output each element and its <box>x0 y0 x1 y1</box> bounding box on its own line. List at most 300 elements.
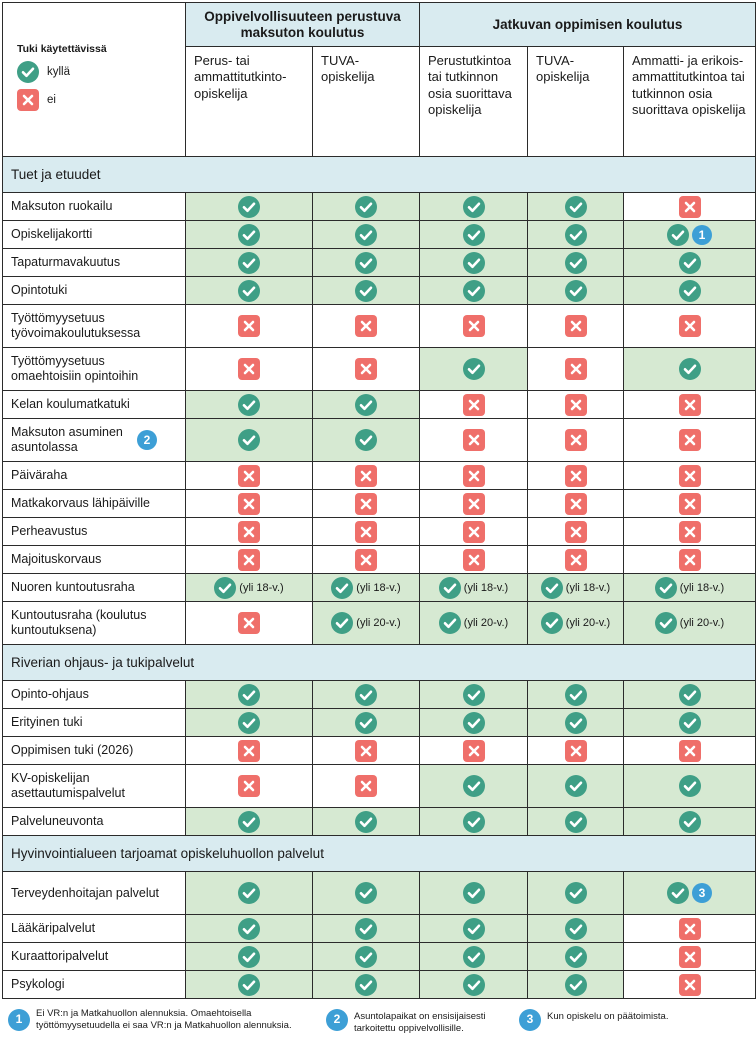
group-header-continuous: Jatkuvan oppimisen koulutus <box>420 3 756 47</box>
row-label-cell <box>3 221 186 249</box>
status-cell <box>420 737 528 765</box>
footnote <box>326 1008 501 1036</box>
status-cell <box>313 518 420 546</box>
row-label-cell <box>3 305 186 348</box>
table-row <box>3 419 756 462</box>
status-cell <box>186 808 313 836</box>
status-cell <box>186 872 313 915</box>
cross-icon <box>679 465 701 487</box>
table-row <box>3 546 756 574</box>
cross-icon <box>355 358 377 380</box>
status-cell <box>313 249 420 277</box>
check-icon <box>238 882 260 904</box>
section-row <box>3 836 756 872</box>
status-cell <box>186 709 313 737</box>
check-icon <box>238 811 260 833</box>
check-icon <box>355 196 377 218</box>
row-label: Maksuton ruokailu <box>11 199 113 214</box>
status-cell <box>313 574 420 602</box>
check-icon <box>667 882 689 904</box>
table-row <box>3 391 756 419</box>
row-label: Terveydenhoitajan palvelut <box>11 885 160 900</box>
check-icon <box>565 224 587 246</box>
status-cell <box>420 808 528 836</box>
row-label-cell <box>3 765 186 808</box>
footnote-text: Asuntolapaikat on ensisijaisesti tarkoitettu oppivelvollisille. <box>354 1011 486 1035</box>
status-cell <box>186 681 313 709</box>
row-label-cell <box>3 546 186 574</box>
check-icon <box>355 811 377 833</box>
cross-icon <box>679 429 701 451</box>
check-icon <box>238 918 260 940</box>
row-label-cell <box>3 971 186 999</box>
age-note: (yli 20-v.) <box>679 617 725 630</box>
check-icon <box>541 612 563 634</box>
cross-icon <box>565 521 587 543</box>
status-cell <box>186 915 313 943</box>
check-icon <box>463 224 485 246</box>
check-icon <box>355 429 377 451</box>
check-icon <box>238 974 260 996</box>
status-cell <box>420 249 528 277</box>
status-cell <box>528 808 624 836</box>
status-cell <box>186 391 313 419</box>
status-cell <box>420 943 528 971</box>
row-label: KV-opiskelijan asettautumispalvelut <box>11 771 125 801</box>
check-icon <box>355 918 377 940</box>
check-icon <box>679 684 701 706</box>
status-cell <box>528 221 624 249</box>
status-cell <box>528 462 624 490</box>
check-icon <box>463 811 485 833</box>
age-note: (yli 18-v.) <box>239 581 284 594</box>
check-icon <box>565 196 587 218</box>
column-header: TUVA-opiskelija <box>313 47 420 157</box>
status-cell <box>624 490 756 518</box>
status-cell <box>420 709 528 737</box>
status-cell <box>420 193 528 221</box>
row-label: Opiskelijakortti <box>11 227 93 242</box>
status-cell <box>420 546 528 574</box>
table-row <box>3 221 756 249</box>
cross-icon <box>238 521 260 543</box>
status-cell <box>528 765 624 808</box>
cross-icon <box>463 549 485 571</box>
check-icon <box>238 684 260 706</box>
status-cell <box>528 391 624 419</box>
status-cell <box>186 348 313 391</box>
check-icon <box>17 61 39 83</box>
check-icon <box>463 882 485 904</box>
row-label-cell <box>3 391 186 419</box>
status-cell <box>313 391 420 419</box>
row-label: Opinto-ohjaus <box>11 687 89 702</box>
row-label: Kelan koulumatkatuki <box>11 397 130 412</box>
status-cell <box>624 518 756 546</box>
section-row <box>3 157 756 193</box>
status-cell <box>420 872 528 915</box>
status-cell <box>528 915 624 943</box>
status-cell <box>420 490 528 518</box>
status-cell <box>313 277 420 305</box>
status-cell <box>624 462 756 490</box>
row-label-cell <box>3 193 186 221</box>
status-cell <box>313 765 420 808</box>
row-label: Työttömyysetuus omaehtoisiin opintoihin <box>11 354 139 384</box>
footnote-number: 1 <box>8 1009 30 1031</box>
cross-icon <box>238 740 260 762</box>
status-cell <box>313 419 420 462</box>
check-icon <box>655 612 677 634</box>
check-icon <box>655 577 677 599</box>
footnote-number: 2 <box>326 1009 348 1031</box>
footnote-badge: 1 <box>692 225 712 245</box>
check-icon <box>463 196 485 218</box>
status-cell <box>624 249 756 277</box>
status-cell <box>624 765 756 808</box>
check-icon <box>463 684 485 706</box>
check-icon <box>667 224 689 246</box>
check-icon <box>679 811 701 833</box>
status-cell <box>528 193 624 221</box>
status-cell <box>186 305 313 348</box>
check-icon <box>355 882 377 904</box>
cross-icon <box>355 521 377 543</box>
check-icon <box>565 918 587 940</box>
status-cell <box>420 419 528 462</box>
check-icon <box>355 684 377 706</box>
check-icon <box>439 577 461 599</box>
status-cell <box>420 391 528 419</box>
status-cell <box>624 915 756 943</box>
cross-icon <box>565 740 587 762</box>
status-cell <box>313 872 420 915</box>
group-header-compulsory: Oppivelvollisuuteen perustuva maksuton koulutus <box>186 3 420 47</box>
status-cell <box>624 737 756 765</box>
row-label: Päiväraha <box>11 468 68 483</box>
status-cell <box>186 546 313 574</box>
status-cell <box>313 462 420 490</box>
status-cell <box>186 221 313 249</box>
age-note: (yli 18-v.) <box>679 581 725 594</box>
cross-icon <box>463 740 485 762</box>
check-icon <box>238 196 260 218</box>
status-cell <box>624 221 756 249</box>
cross-icon <box>463 521 485 543</box>
cross-icon <box>679 315 701 337</box>
legend-yes-label: kyllä <box>47 65 71 78</box>
row-label: Kuraattoripalvelut <box>11 949 109 964</box>
check-icon <box>565 280 587 302</box>
row-label-cell <box>3 602 186 645</box>
status-cell <box>420 277 528 305</box>
column-header: Perustutkintoa tai tutkinnon osia suorittava opiskelija <box>420 47 528 157</box>
check-icon <box>463 712 485 734</box>
status-cell <box>420 462 528 490</box>
age-note: (yli 20-v.) <box>356 617 401 630</box>
table-row <box>3 737 756 765</box>
row-label: Erityinen tuki <box>11 715 83 730</box>
status-cell <box>528 602 624 645</box>
benefits-table <box>2 2 756 999</box>
status-cell <box>528 249 624 277</box>
status-cell <box>313 709 420 737</box>
row-label: Opintotuki <box>11 283 68 298</box>
cross-icon <box>679 740 701 762</box>
status-cell <box>313 546 420 574</box>
cross-icon <box>238 775 260 797</box>
row-label-cell <box>3 943 186 971</box>
status-cell <box>313 737 420 765</box>
check-icon <box>679 775 701 797</box>
table-row <box>3 709 756 737</box>
status-cell <box>528 737 624 765</box>
row-label: Matkakorvaus lähipäiville <box>11 496 150 511</box>
cross-icon <box>463 394 485 416</box>
status-cell <box>313 602 420 645</box>
age-note: (yli 18-v.) <box>565 581 611 594</box>
table-row <box>3 872 756 915</box>
check-icon <box>238 946 260 968</box>
row-label-cell <box>3 518 186 546</box>
status-cell <box>186 765 313 808</box>
status-cell <box>624 574 756 602</box>
row-label-cell <box>3 277 186 305</box>
footnote-number: 3 <box>519 1009 541 1031</box>
legend-title: Tuki käytettävissä <box>17 42 107 55</box>
status-cell <box>420 681 528 709</box>
status-cell <box>528 277 624 305</box>
legend-no-label: ei <box>47 93 56 106</box>
age-note: (yli 18-v.) <box>463 581 509 594</box>
cross-icon <box>679 394 701 416</box>
status-cell <box>313 915 420 943</box>
row-label: Psykologi <box>11 977 65 992</box>
cross-icon <box>679 521 701 543</box>
status-cell <box>528 971 624 999</box>
status-cell <box>624 277 756 305</box>
cross-icon <box>355 775 377 797</box>
table-row <box>3 193 756 221</box>
cross-icon <box>355 315 377 337</box>
table-row <box>3 305 756 348</box>
cross-icon <box>238 612 260 634</box>
check-icon <box>565 811 587 833</box>
status-cell <box>624 193 756 221</box>
row-label-cell <box>3 249 186 277</box>
check-icon <box>463 358 485 380</box>
age-note: (yli 18-v.) <box>356 581 401 594</box>
row-label-cell <box>3 872 186 915</box>
status-cell <box>420 765 528 808</box>
check-icon <box>565 775 587 797</box>
table-row <box>3 348 756 391</box>
row-label: Oppimisen tuki (2026) <box>11 743 134 758</box>
check-icon <box>439 612 461 634</box>
table-row <box>3 249 756 277</box>
status-cell <box>624 709 756 737</box>
section-row <box>3 645 756 681</box>
footnotes <box>8 1008 753 1036</box>
row-label: Perheavustus <box>11 524 88 539</box>
column-header: Perus- tai ammattitutkinto-opiskelija <box>186 47 313 157</box>
status-cell <box>624 391 756 419</box>
check-icon <box>679 358 701 380</box>
table-row <box>3 971 756 999</box>
status-cell <box>528 709 624 737</box>
status-cell <box>420 518 528 546</box>
check-icon <box>355 712 377 734</box>
row-label: Tapaturmavakuutus <box>11 255 121 270</box>
status-cell <box>313 971 420 999</box>
status-cell <box>186 737 313 765</box>
check-icon <box>355 252 377 274</box>
status-cell <box>420 305 528 348</box>
check-icon <box>355 946 377 968</box>
row-label-cell <box>3 490 186 518</box>
status-cell <box>313 193 420 221</box>
check-icon <box>463 280 485 302</box>
status-cell <box>528 681 624 709</box>
cross-icon <box>355 549 377 571</box>
table-row <box>3 808 756 836</box>
status-cell <box>420 971 528 999</box>
row-label-cell <box>3 574 186 602</box>
status-cell <box>186 249 313 277</box>
cross-icon <box>238 465 260 487</box>
status-cell <box>313 305 420 348</box>
table-row <box>3 490 756 518</box>
check-icon <box>565 882 587 904</box>
cross-icon <box>463 315 485 337</box>
cross-icon <box>355 465 377 487</box>
row-label: Nuoren kuntoutusraha <box>11 580 135 595</box>
cross-icon <box>355 740 377 762</box>
footnote <box>8 1008 308 1036</box>
check-icon <box>679 252 701 274</box>
cross-icon <box>238 358 260 380</box>
check-icon <box>679 712 701 734</box>
check-icon <box>355 394 377 416</box>
status-cell <box>186 277 313 305</box>
table-row <box>3 574 756 602</box>
status-cell <box>186 943 313 971</box>
cross-icon <box>565 315 587 337</box>
status-cell <box>528 305 624 348</box>
row-label-cell <box>3 419 186 462</box>
table-row <box>3 915 756 943</box>
row-label: Lääkäripalvelut <box>11 921 96 936</box>
check-icon <box>238 712 260 734</box>
status-cell <box>186 574 313 602</box>
status-cell <box>528 419 624 462</box>
row-label: Työttömyysetuus työvoimakoulutuksessa <box>11 311 141 341</box>
check-icon <box>355 280 377 302</box>
check-icon <box>331 577 353 599</box>
check-icon <box>565 946 587 968</box>
status-cell <box>186 462 313 490</box>
status-cell <box>624 808 756 836</box>
column-header: Ammatti- ja erikois-ammattitutkintoa tai tutkinnon osia suorittava opiskelija <box>624 47 756 157</box>
check-icon <box>355 224 377 246</box>
status-cell <box>420 348 528 391</box>
row-label-cell <box>3 462 186 490</box>
status-cell <box>624 602 756 645</box>
check-icon <box>238 224 260 246</box>
check-icon <box>565 974 587 996</box>
cross-icon <box>355 493 377 515</box>
age-note: (yli 20-v.) <box>463 617 509 630</box>
status-cell <box>528 518 624 546</box>
status-cell <box>313 348 420 391</box>
cross-icon <box>565 358 587 380</box>
table-row <box>3 602 756 645</box>
row-label: Majoituskorvaus <box>11 552 102 567</box>
section-title: Hyvinvointialueen tarjoamat opiskeluhuollon palvelut <box>3 836 756 872</box>
status-cell <box>624 681 756 709</box>
cross-icon <box>565 394 587 416</box>
table-row <box>3 681 756 709</box>
status-cell <box>528 490 624 518</box>
column-header: TUVA-opiskelija <box>528 47 624 157</box>
status-cell <box>420 221 528 249</box>
status-cell <box>186 971 313 999</box>
row-label-cell <box>3 681 186 709</box>
check-icon <box>565 684 587 706</box>
table-row <box>3 277 756 305</box>
check-icon <box>214 577 236 599</box>
status-cell <box>624 546 756 574</box>
cross-icon <box>238 493 260 515</box>
row-label-cell <box>3 737 186 765</box>
status-cell <box>420 602 528 645</box>
status-cell <box>528 943 624 971</box>
status-cell <box>528 872 624 915</box>
status-cell <box>624 943 756 971</box>
footnote-text: Ei VR:n ja Matkahuollon alennuksia. Omaehtoisella työttömyysetuudella ei saa VR:n ja Matkahuollon alennuksia. <box>36 1008 292 1032</box>
check-icon <box>355 974 377 996</box>
cross-icon <box>679 918 701 940</box>
row-label-cell <box>3 709 186 737</box>
table-row <box>3 518 756 546</box>
row-label-cell <box>3 808 186 836</box>
cross-icon <box>565 549 587 571</box>
row-label-cell <box>3 348 186 391</box>
status-cell <box>624 971 756 999</box>
footnote-text: Kun opiskelu on päätoimista. <box>547 1011 669 1022</box>
row-label: Palveluneuvonta <box>11 814 104 829</box>
status-cell <box>313 943 420 971</box>
footnote <box>519 1008 709 1036</box>
status-cell <box>186 490 313 518</box>
status-cell <box>186 602 313 645</box>
check-icon <box>238 280 260 302</box>
table-row <box>3 943 756 971</box>
cross-icon <box>679 493 701 515</box>
cross-icon <box>238 315 260 337</box>
cross-icon <box>679 549 701 571</box>
cross-icon <box>238 549 260 571</box>
check-icon <box>463 775 485 797</box>
check-icon <box>463 946 485 968</box>
status-cell <box>313 490 420 518</box>
check-icon <box>463 974 485 996</box>
check-icon <box>679 280 701 302</box>
section-title: Riverian ohjaus- ja tukipalvelut <box>3 645 756 681</box>
cross-icon <box>679 946 701 968</box>
check-icon <box>565 252 587 274</box>
footnote-badge: 3 <box>692 883 712 903</box>
